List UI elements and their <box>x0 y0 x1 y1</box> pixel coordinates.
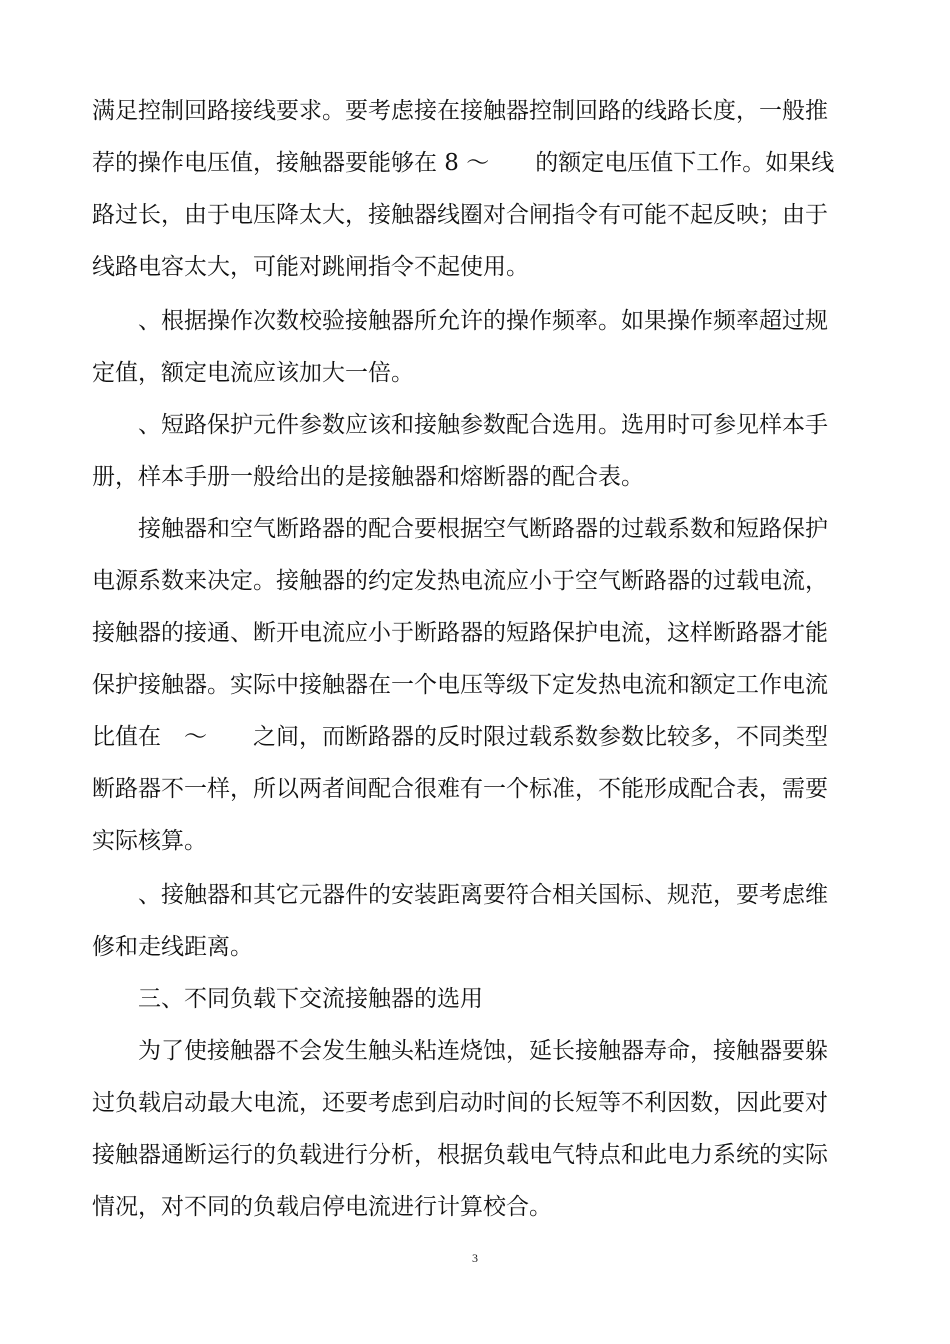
text-line: 、接触器和其它元器件的安装距离要符合相关国标、规范，要考虑维 <box>92 882 828 908</box>
text-line: 接触器的接通、断开电流应小于断路器的短路保护电流，这样断路器才能 <box>92 620 828 646</box>
text-line: 接触器和空气断路器的配合要根据空气断路器的过载系数和短路保护 <box>92 516 828 542</box>
text-line: 情况，对不同的负载启停电流进行计算校合。 <box>92 1194 552 1220</box>
text-line: 比值在 ～ 之间，而断路器的反时限过载系数参数比较多，不同类型 <box>92 724 828 750</box>
text-line: 保护接触器。实际中接触器在一个电压等级下定发热电流和额定工作电流 <box>92 672 828 698</box>
text-line: 电源系数来决定。接触器的约定发热电流应小于空气断路器的过载电流， <box>92 568 828 594</box>
text-line: 接触器通断运行的负载进行分析，根据负载电气特点和此电力系统的实际 <box>92 1142 828 1168</box>
text-line: 实际核算。 <box>92 828 207 854</box>
text-line: 册，样本手册一般给出的是接触器和熔断器的配合表。 <box>92 464 644 490</box>
text-line: 线路电容太大，可能对跳闸指令不起使用。 <box>92 254 529 280</box>
text-line: 路过长，由于电压降太大，接触器线圈对合闸指令有可能不起反映；由于 <box>92 202 828 228</box>
text-line: 荐的操作电压值，接触器要能够在 8 ～ 的额定电压值下工作。如果线 <box>92 150 835 176</box>
text-line: 定值，额定电流应该加大一倍。 <box>92 360 414 386</box>
text-line: 过负载启动最大电流，还要考虑到启动时间的长短等不利因数，因此要对 <box>92 1090 828 1116</box>
text-line: 满足控制回路接线要求。要考虑接在接触器控制回路的线路长度，一般推 <box>92 98 828 124</box>
page-number: 3 <box>472 1251 478 1265</box>
text-line: 断路器不一样，所以两者间配合很难有一个标准，不能形成配合表，需要 <box>92 776 828 802</box>
text-line: 、根据操作次数校验接触器所允许的操作频率。如果操作频率超过规 <box>92 308 828 334</box>
section-heading: 三、不同负载下交流接触器的选用 <box>92 986 483 1012</box>
text-line: 为了使接触器不会发生触头粘连烧蚀，延长接触器寿命，接触器要躲 <box>92 1038 828 1064</box>
text-line: 、短路保护元件参数应该和接触参数配合选用。选用时可参见样本手 <box>92 412 828 438</box>
text-line: 修和走线距离。 <box>92 934 253 960</box>
